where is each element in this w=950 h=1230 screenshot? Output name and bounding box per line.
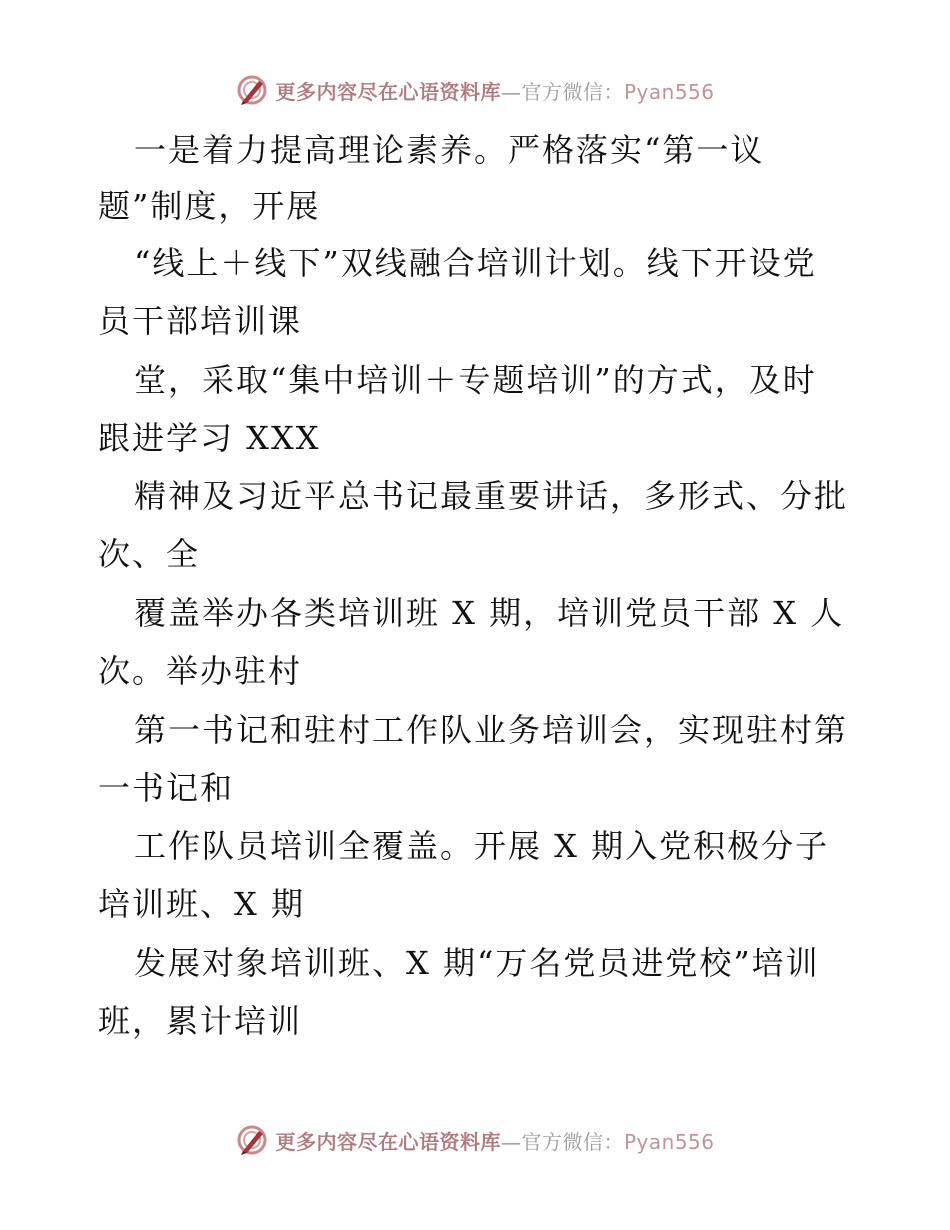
footer-watermark bbox=[0, 1120, 950, 1160]
paragraph-8-line-1: 发展对象培训班、X 期“万名党员进党校”培训 bbox=[134, 944, 820, 982]
watermark-text bbox=[275, 76, 714, 105]
watermark-wechat-label: 官方微信： bbox=[521, 79, 624, 104]
watermark-wechat-label: 官方微信： bbox=[521, 1129, 624, 1154]
paragraph-8-line-2: 班，累计培训 bbox=[98, 1002, 303, 1040]
paragraph-6-line-2: 一书记和 bbox=[98, 769, 235, 807]
paragraph-3-line-2: 跟进学习 XXX bbox=[98, 419, 321, 457]
watermark-site: 更多内容尽在心语资料库 bbox=[275, 1129, 501, 1154]
watermark-handle: Pyan556 bbox=[623, 79, 715, 104]
watermark-content bbox=[235, 1123, 714, 1157]
watermark-dash: — bbox=[500, 1129, 522, 1154]
pen-logo-icon bbox=[235, 73, 269, 107]
paragraph-7-line-1: 工作队员培训全覆盖。开展 X 期入党积极分子 bbox=[134, 827, 830, 865]
paragraph-1-line-2: 题”制度，开展 bbox=[98, 187, 321, 225]
paragraph-2-line-1: “线上＋线下”双线融合培训计划。线下开设党 bbox=[134, 244, 817, 282]
paragraph-1-line-1: 一是着力提高理论素养。严格落实“第一议 bbox=[134, 131, 765, 169]
watermark-text bbox=[275, 1126, 714, 1155]
paragraph-5-line-2: 次。举办驻村 bbox=[98, 652, 303, 690]
paragraph-7-line-2: 培训班、X 期 bbox=[98, 885, 305, 923]
watermark-site: 更多内容尽在心语资料库 bbox=[275, 79, 501, 104]
paragraph-3-line-1: 堂，采取“集中培训＋专题培训”的方式，及时 bbox=[134, 361, 817, 399]
paragraph-5-line-1: 覆盖举办各类培训班 X 期，培训党员干部 X 人 bbox=[134, 594, 845, 632]
paragraph-4-line-1: 精神及习近平总书记最重要讲话，多形式、分批 bbox=[134, 477, 849, 515]
watermark-dash: — bbox=[500, 79, 522, 104]
watermark-content bbox=[235, 73, 714, 107]
paragraph-4-line-2: 次、全 bbox=[98, 535, 201, 573]
pen-logo-icon bbox=[235, 1123, 269, 1157]
header-watermark bbox=[0, 70, 950, 110]
document-body bbox=[0, 118, 950, 1068]
paragraph-2-line-2: 员干部培训课 bbox=[98, 302, 303, 340]
paragraph-6-line-1: 第一书记和驻村工作队业务培训会，实现驻村第 bbox=[134, 711, 849, 749]
watermark-handle: Pyan556 bbox=[623, 1129, 715, 1154]
